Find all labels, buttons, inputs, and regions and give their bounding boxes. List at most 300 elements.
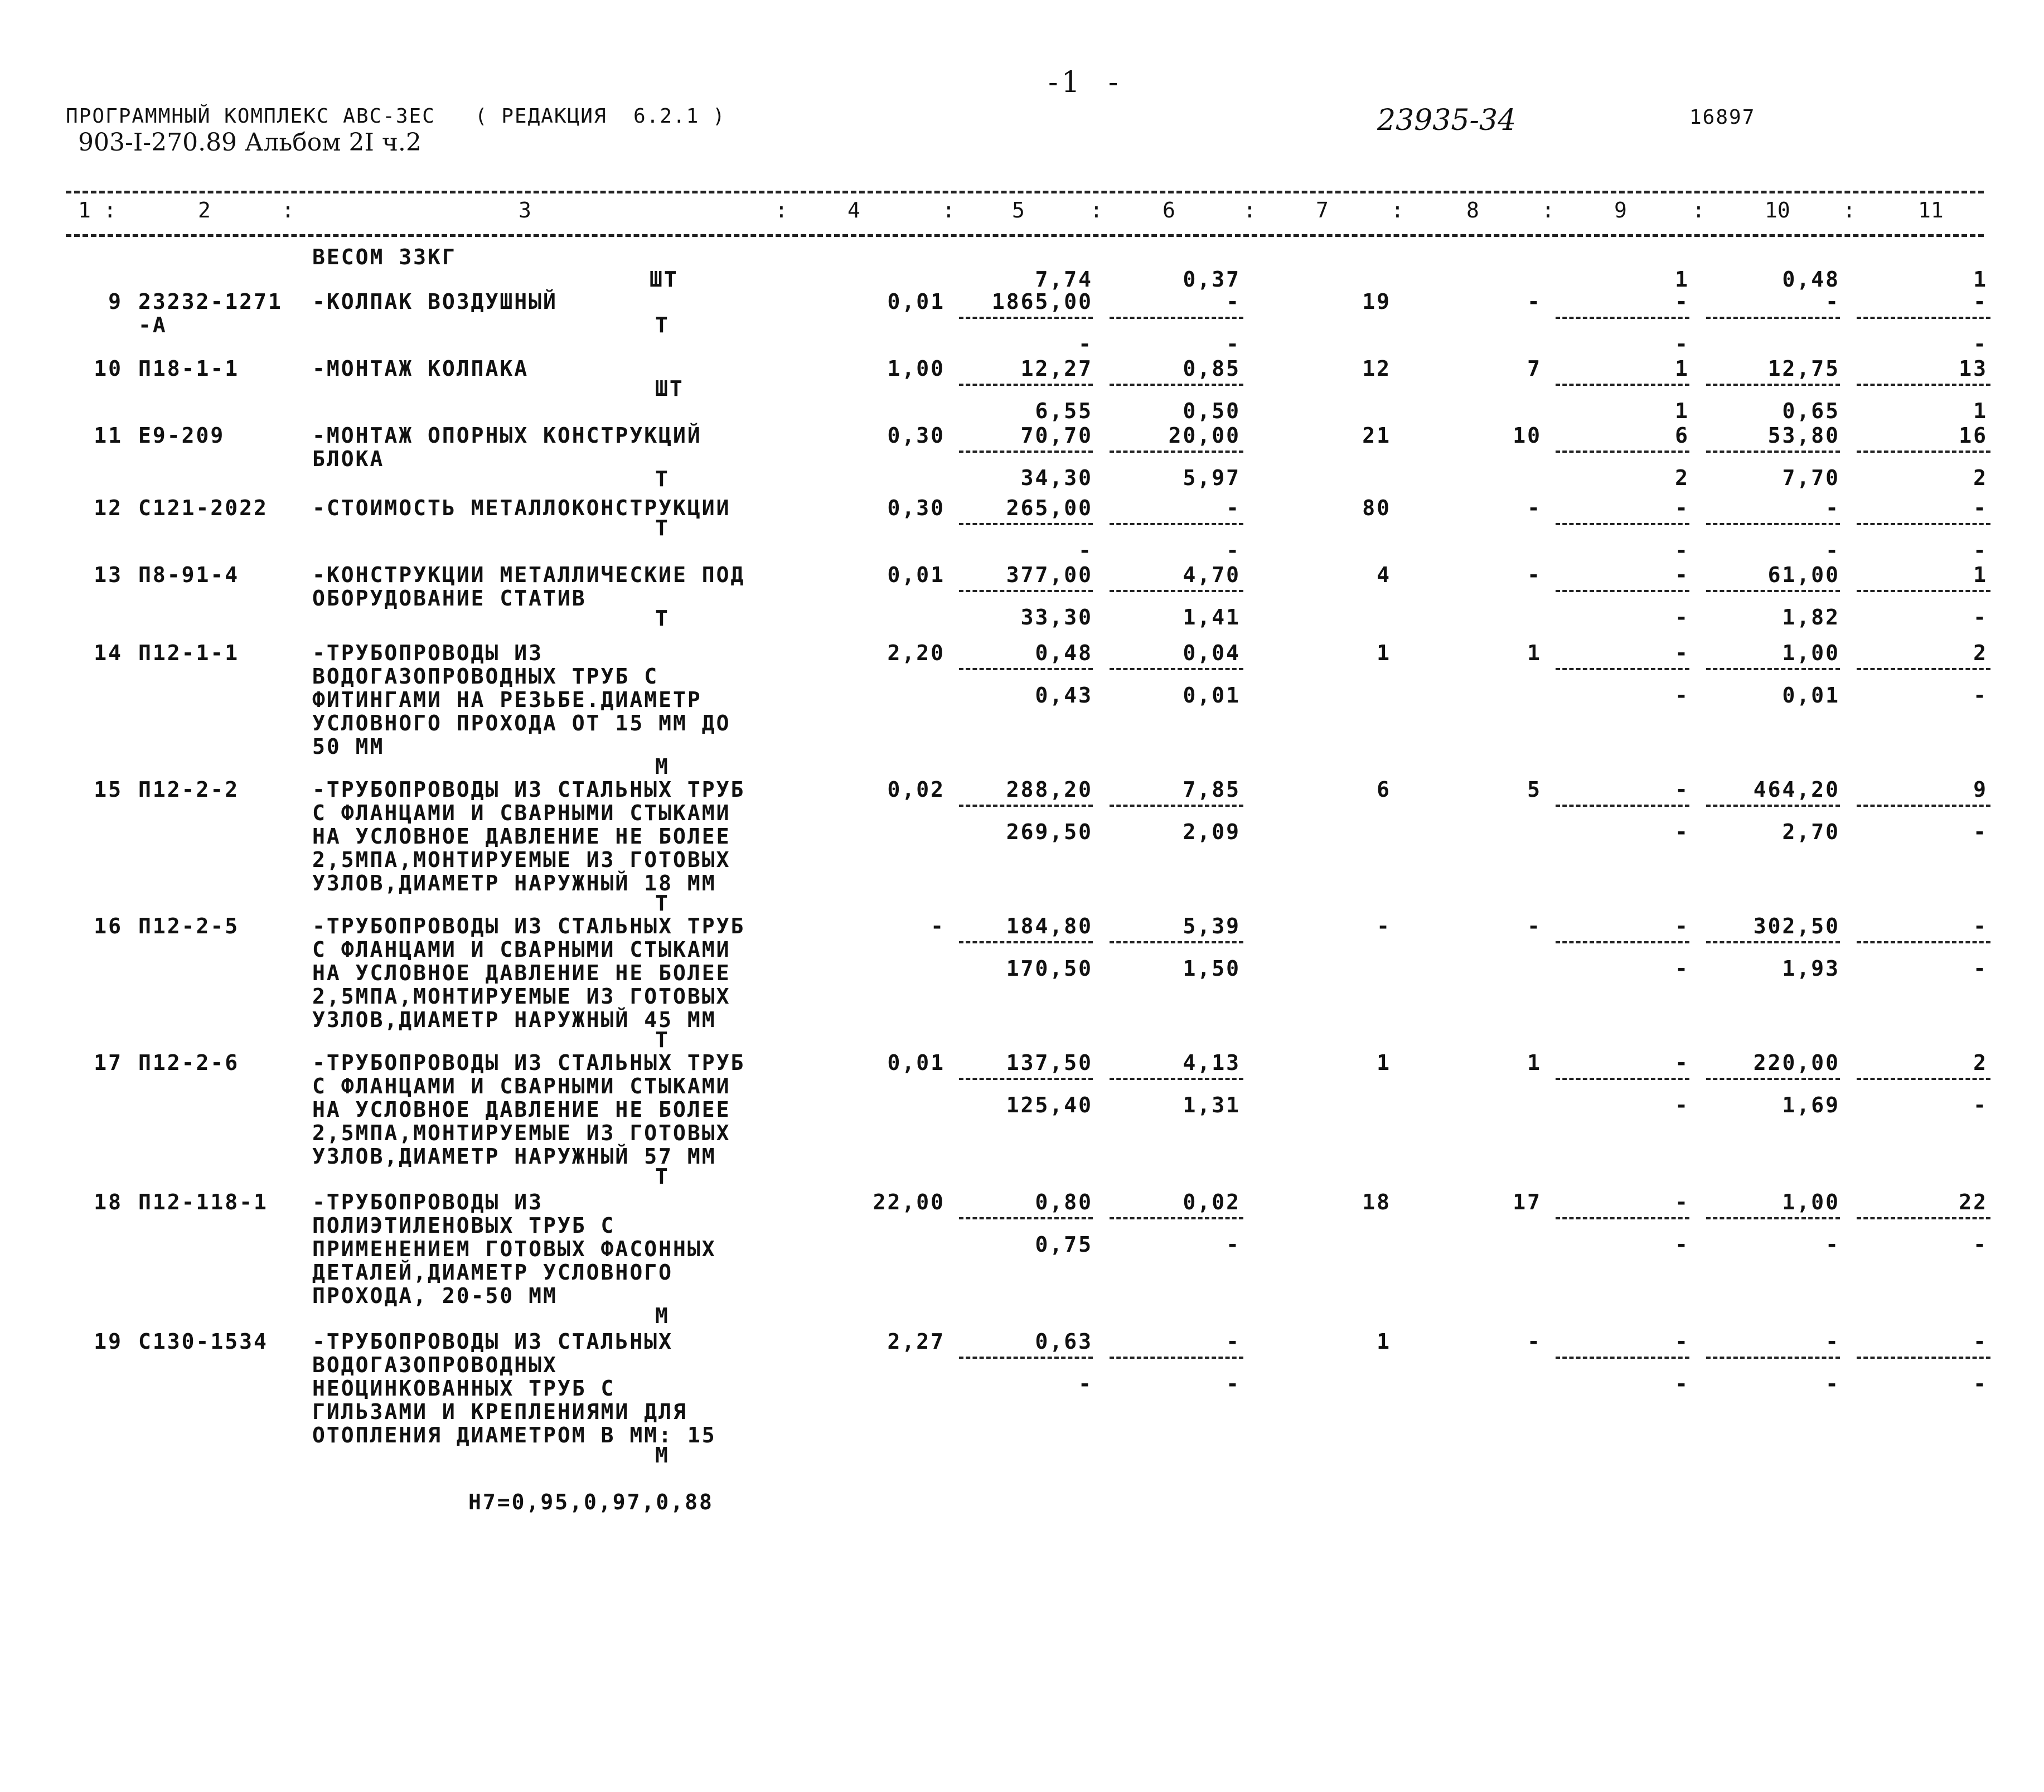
cell-separator <box>1110 668 1243 670</box>
cell-c10: 1,00 <box>1782 641 1840 665</box>
cell-c9b: - <box>1675 1232 1689 1257</box>
cell-c5: 184,80 <box>1006 914 1093 938</box>
footer-formula: Н7=0,95,0,97,0,88 <box>468 1490 714 1514</box>
cell-separator <box>959 1217 1093 1219</box>
row-unit: Т <box>655 516 670 540</box>
row-code: П18-1-1 <box>138 356 240 381</box>
cell-separator <box>959 805 1093 807</box>
row-unit: М <box>655 1443 670 1467</box>
cell-top: 1 <box>1675 267 1689 292</box>
doc-code: 16897 <box>1689 106 1756 129</box>
col-10: 10 <box>1765 198 1790 222</box>
cell-c6b: - <box>1226 1232 1241 1257</box>
row-number: 9 <box>108 289 123 314</box>
cell-separator <box>1110 1078 1243 1080</box>
cell-c6: 4,13 <box>1183 1050 1241 1075</box>
cell-c10: - <box>1825 1329 1840 1354</box>
cell-c10: - <box>1825 289 1840 314</box>
cell-c5b: 33,30 <box>1020 605 1093 629</box>
cell-c4: 0,01 <box>887 563 945 587</box>
row-description: УЗЛОВ,ДИАМЕТР НАРУЖНЫЙ 57 ММ <box>312 1144 716 1169</box>
cell-c11b: 2 <box>1973 466 1988 490</box>
col-8: 8 <box>1466 198 1479 222</box>
cell-c11: 2 <box>1973 1050 1988 1075</box>
cell-top: 7,74 <box>1035 267 1093 292</box>
row-description: С ФЛАНЦАМИ И СВАРНЫМИ СТЫКАМИ <box>312 801 731 825</box>
col-3: 3 <box>519 198 531 222</box>
cell-c8: - <box>1527 496 1542 520</box>
cell-separator <box>1706 384 1840 386</box>
col-sep: : <box>1692 198 1705 222</box>
row-description: ДЕТАЛЕЙ,ДИАМЕТР УСЛОВНОГО <box>312 1260 673 1285</box>
row-code: Е9-209 <box>138 423 225 448</box>
row-description: -ТРУБОПРОВОДЫ ИЗ <box>312 1190 544 1214</box>
cell-c5: 265,00 <box>1006 496 1093 520</box>
col-2: 2 <box>198 198 211 222</box>
row-unit: М <box>655 1304 670 1328</box>
cell-c4: 2,27 <box>887 1329 945 1354</box>
row-description: -КОНСТРУКЦИИ МЕТАЛЛИЧЕСКИЕ ПОД <box>312 563 745 587</box>
row-description: ВЕСОМ 33КГ <box>312 245 457 269</box>
row-number: 13 <box>94 563 123 587</box>
cell-c11b: - <box>1973 1372 1988 1396</box>
cell-c4: 0,30 <box>887 423 945 448</box>
cell-c11b: - <box>1973 1232 1988 1257</box>
cell-c7: 19 <box>1362 289 1391 314</box>
cell-separator <box>1857 317 1990 319</box>
page-number: -1 - <box>1048 66 1122 99</box>
row-unit: М <box>655 754 670 779</box>
cell-c11: - <box>1973 914 1988 938</box>
row-description: -МОНТАЖ КОЛПАКА <box>312 356 529 381</box>
col-9: 9 <box>1614 198 1627 222</box>
cell-c4: 0,30 <box>887 496 945 520</box>
cell-c6b: 0,50 <box>1183 399 1241 423</box>
cell-c6: 7,85 <box>1183 777 1241 802</box>
cell-separator <box>1706 451 1840 453</box>
row-number: 11 <box>94 423 123 448</box>
row-number: 16 <box>94 914 123 938</box>
row-unit: Т <box>655 1164 670 1189</box>
cell-separator <box>959 317 1093 319</box>
row-unit: Т <box>655 1028 670 1052</box>
cell-separator <box>1110 590 1243 592</box>
row-number: 19 <box>94 1329 123 1354</box>
cell-separator <box>1706 1078 1840 1080</box>
cell-separator <box>1556 317 1689 319</box>
row-description: -ТРУБОПРОВОДЫ ИЗ СТАЛЬНЫХ <box>312 1329 673 1354</box>
cell-c8: - <box>1527 563 1542 587</box>
row-unit: Т <box>655 313 670 337</box>
row-description: УЗЛОВ,ДИАМЕТР НАРУЖНЫЙ 18 ММ <box>312 871 716 895</box>
cell-c8: - <box>1527 914 1542 938</box>
row-description: ГИЛЬЗАМИ И КРЕПЛЕНИЯМИ ДЛЯ <box>312 1399 687 1424</box>
cell-c11: - <box>1973 1329 1988 1354</box>
cell-c11: 1 <box>1973 563 1988 587</box>
cell-top: 1 <box>1973 267 1988 292</box>
row-code: С130-1534 <box>138 1329 268 1354</box>
cell-c6b: - <box>1226 332 1241 356</box>
col-sep: : <box>1542 198 1554 222</box>
cell-c5b: - <box>1078 332 1093 356</box>
cell-separator <box>1556 523 1689 525</box>
cell-c5: 0,48 <box>1035 641 1093 665</box>
cell-c6: - <box>1226 496 1241 520</box>
cell-separator <box>1110 317 1243 319</box>
cell-c8: 1 <box>1527 641 1542 665</box>
cell-separator <box>1556 1357 1689 1359</box>
cell-c9b: - <box>1675 683 1689 708</box>
cell-c5b: 0,43 <box>1035 683 1093 708</box>
cell-c10: 12,75 <box>1767 356 1840 381</box>
cell-c4: - <box>931 914 945 938</box>
row-description: -КОЛПАК ВОЗДУШНЫЙ <box>312 289 558 314</box>
cell-c7: 6 <box>1377 777 1391 802</box>
cell-c5b: 170,50 <box>1006 956 1093 981</box>
row-number: 15 <box>94 777 123 802</box>
row-unit: Т <box>655 467 670 491</box>
cell-separator <box>1857 1217 1990 1219</box>
cell-c9: - <box>1675 914 1689 938</box>
cell-c7: 21 <box>1362 423 1391 448</box>
cell-separator <box>959 941 1093 943</box>
cell-separator <box>1857 523 1990 525</box>
col-1: 1 : <box>78 198 117 222</box>
cell-c9: - <box>1675 641 1689 665</box>
row-number: 18 <box>94 1190 123 1214</box>
cell-c9b: - <box>1675 1372 1689 1396</box>
cell-separator <box>1857 805 1990 807</box>
cell-c11b: - <box>1973 605 1988 629</box>
cell-c10: 464,20 <box>1753 777 1840 802</box>
cell-c9: 6 <box>1675 423 1689 448</box>
cell-c10: 302,50 <box>1753 914 1840 938</box>
cell-c4: 0,01 <box>887 1050 945 1075</box>
row-description: НЕОЦИНКОВАННЫХ ТРУБ С <box>312 1376 616 1401</box>
cell-c8: 1 <box>1527 1050 1542 1075</box>
cell-c9: - <box>1675 563 1689 587</box>
cell-separator <box>1110 384 1243 386</box>
cell-separator <box>959 1357 1093 1359</box>
cell-c10b: - <box>1825 1372 1840 1396</box>
cell-c11: 2 <box>1973 641 1988 665</box>
row-unit: Т <box>655 891 670 916</box>
cell-c10b: - <box>1825 1232 1840 1257</box>
row-description: ПРИМЕНЕНИЕМ ГОТОВЫХ ФАСОННЫХ <box>312 1237 716 1261</box>
col-11: 11 <box>1918 198 1944 222</box>
cell-separator <box>959 590 1093 592</box>
cell-c5b: - <box>1078 538 1093 563</box>
cell-separator <box>1706 1357 1840 1359</box>
cell-c9b: - <box>1675 956 1689 981</box>
row-description: НА УСЛОВНОЕ ДАВЛЕНИЕ НЕ БОЛЕЕ <box>312 961 731 985</box>
col-sep: : <box>1090 198 1103 222</box>
cell-separator <box>1706 1217 1840 1219</box>
cell-separator <box>1110 1357 1243 1359</box>
cell-c6b: 1,31 <box>1183 1093 1241 1117</box>
cell-c9b: 1 <box>1675 399 1689 423</box>
cell-c9: - <box>1675 1190 1689 1214</box>
cell-c9: - <box>1675 496 1689 520</box>
cell-c11b: - <box>1973 332 1988 356</box>
cell-separator <box>959 1078 1093 1080</box>
cell-c8: - <box>1527 1329 1542 1354</box>
cell-c5b: 125,40 <box>1006 1093 1093 1117</box>
row-description: НА УСЛОВНОЕ ДАВЛЕНИЕ НЕ БОЛЕЕ <box>312 1097 731 1122</box>
cell-c10b: 1,69 <box>1782 1093 1840 1117</box>
cell-c10b: 0,65 <box>1782 399 1840 423</box>
cell-separator <box>1110 451 1243 453</box>
cell-separator <box>959 451 1093 453</box>
cell-c6: 4,70 <box>1183 563 1241 587</box>
row-unit: ШТ <box>650 267 679 292</box>
row-unit: Т <box>655 606 670 631</box>
row-code: П12-118-1 <box>138 1190 268 1214</box>
cell-separator <box>1556 451 1689 453</box>
cell-c7: 1 <box>1377 641 1391 665</box>
cell-separator <box>959 384 1093 386</box>
cell-c7: 1 <box>1377 1329 1391 1354</box>
cell-c7: - <box>1377 914 1391 938</box>
cell-top: 0,48 <box>1782 267 1840 292</box>
cell-separator <box>1706 590 1840 592</box>
row-description: -ТРУБОПРОВОДЫ ИЗ СТАЛЬНЫХ ТРУБ <box>312 1050 745 1075</box>
cell-c8: 5 <box>1527 777 1542 802</box>
cell-c5: 0,80 <box>1035 1190 1093 1214</box>
cell-c6: 20,00 <box>1168 423 1241 448</box>
row-description: ПРОХОДА, 20-50 ММ <box>312 1284 558 1308</box>
program-line: ПРОГРАММНЫЙ КОМПЛЕКС АВС-ЗЕС ( РЕДАКЦИЯ 6.2.1 ) <box>66 105 726 128</box>
cell-c4: 2,20 <box>887 641 945 665</box>
cell-c9b: 2 <box>1675 466 1689 490</box>
row-code: П12-2-6 <box>138 1050 240 1075</box>
cell-c5b: 34,30 <box>1020 466 1093 490</box>
cell-c6: 5,39 <box>1183 914 1241 938</box>
cell-c6: 0,85 <box>1183 356 1241 381</box>
row-description: С ФЛАНЦАМИ И СВАРНЫМИ СТЫКАМИ <box>312 1074 731 1098</box>
cell-c6b: 5,97 <box>1183 466 1241 490</box>
row-description: ВОДОГАЗОПРОВОДНЫХ <box>312 1353 558 1377</box>
row-description: -ТРУБОПРОВОДЫ ИЗ СТАЛЬНЫХ ТРУБ <box>312 914 745 938</box>
row-description: ОТОПЛЕНИЯ ДИАМЕТРОМ В ММ: 15 <box>312 1423 716 1447</box>
cell-c11b: - <box>1973 1093 1988 1117</box>
cell-c9b: - <box>1675 605 1689 629</box>
cell-c11: 9 <box>1973 777 1988 802</box>
cell-separator <box>959 668 1093 670</box>
cell-c8: - <box>1527 289 1542 314</box>
cell-c5: 12,27 <box>1020 356 1093 381</box>
cell-separator <box>959 523 1093 525</box>
cell-separator <box>1857 668 1990 670</box>
cell-c11: - <box>1973 289 1988 314</box>
row-description: 50 ММ <box>312 734 385 759</box>
cell-c11: 13 <box>1959 356 1988 381</box>
row-description: УСЛОВНОГО ПРОХОДА ОТ 15 ММ ДО <box>312 711 731 735</box>
cell-separator <box>1556 1078 1689 1080</box>
cell-c5b: 0,75 <box>1035 1232 1093 1257</box>
row-description: 2,5МПА,МОНТИРУЕМЫЕ ИЗ ГОТОВЫХ <box>312 1121 731 1145</box>
cell-separator <box>1556 590 1689 592</box>
cell-c9b: - <box>1675 332 1689 356</box>
cell-c9: - <box>1675 289 1689 314</box>
cell-c4: 1,00 <box>887 356 945 381</box>
row-unit: ШТ <box>655 376 684 401</box>
cell-c5: 1865,00 <box>991 289 1093 314</box>
cell-c4: 22,00 <box>873 1190 945 1214</box>
cell-c11: 16 <box>1959 423 1988 448</box>
row-number: 10 <box>94 356 123 381</box>
cell-c10: 1,00 <box>1782 1190 1840 1214</box>
cell-c4: 0,01 <box>887 289 945 314</box>
cell-separator <box>1706 805 1840 807</box>
row-code: П12-1-1 <box>138 641 240 665</box>
cell-c7: 1 <box>1377 1050 1391 1075</box>
cell-c9b: - <box>1675 538 1689 563</box>
cell-c9: - <box>1675 1329 1689 1354</box>
cell-separator <box>1706 523 1840 525</box>
cell-separator <box>1110 941 1243 943</box>
cell-separator <box>1706 941 1840 943</box>
cell-separator <box>1556 941 1689 943</box>
cell-c6b: 1,41 <box>1183 605 1241 629</box>
cell-c9b: - <box>1675 1093 1689 1117</box>
cell-c9b: - <box>1675 820 1689 844</box>
cell-c5b: 6,55 <box>1035 399 1093 423</box>
cell-c9: - <box>1675 777 1689 802</box>
row-description: -ТРУБОПРОВОДЫ ИЗ СТАЛЬНЫХ ТРУБ <box>312 777 745 802</box>
cell-c10: 53,80 <box>1767 423 1840 448</box>
col-sep: : <box>775 198 788 222</box>
cell-separator <box>1556 1217 1689 1219</box>
cell-c9: 1 <box>1675 356 1689 381</box>
cell-separator <box>1857 384 1990 386</box>
col-sep: : <box>942 198 955 222</box>
cell-c6b: 0,01 <box>1183 683 1241 708</box>
cell-c10: - <box>1825 496 1840 520</box>
row-description: ОБОРУДОВАНИЕ СТАТИВ <box>312 586 587 611</box>
cell-c10b: 0,01 <box>1782 683 1840 708</box>
row-description: 2,5МПА,МОНТИРУЕМЫЕ ИЗ ГОТОВЫХ <box>312 847 731 872</box>
row-code: 23232-1271 <box>138 289 283 314</box>
cell-c6b: 2,09 <box>1183 820 1241 844</box>
row-description: -ТРУБОПРОВОДЫ ИЗ <box>312 641 544 665</box>
row-code: -А <box>138 313 167 337</box>
row-code: П12-2-2 <box>138 777 240 802</box>
col-sep: : <box>1243 198 1256 222</box>
cell-c6: - <box>1226 289 1241 314</box>
row-description: ФИТИНГАМИ НА РЕЗЬБЕ.ДИАМЕТР <box>312 687 702 712</box>
row-number: 12 <box>94 496 123 520</box>
cell-c10: 61,00 <box>1767 563 1840 587</box>
cell-c6: 0,04 <box>1183 641 1241 665</box>
row-description: УЗЛОВ,ДИАМЕТР НАРУЖНЫЙ 45 ММ <box>312 1008 716 1032</box>
row-description: 2,5МПА,МОНТИРУЕМЫЕ ИЗ ГОТОВЫХ <box>312 984 731 1009</box>
cell-separator <box>1706 317 1840 319</box>
cell-c9: - <box>1675 1050 1689 1075</box>
cell-c5b: - <box>1078 1372 1093 1396</box>
cell-separator <box>1706 668 1840 670</box>
col-5: 5 <box>1012 198 1025 222</box>
cell-c5: 70,70 <box>1020 423 1093 448</box>
cell-c5: 377,00 <box>1006 563 1093 587</box>
cell-c6: 0,02 <box>1183 1190 1241 1214</box>
cell-top: 0,37 <box>1183 267 1241 292</box>
row-description: -СТОИМОСТЬ МЕТАЛЛОКОНСТРУКЦИИ <box>312 496 731 520</box>
row-number: 17 <box>94 1050 123 1075</box>
cell-c7: 80 <box>1362 496 1391 520</box>
col-4: 4 <box>847 198 860 222</box>
cell-separator <box>1857 1078 1990 1080</box>
cell-c5: 288,20 <box>1006 777 1093 802</box>
cell-c5: 0,63 <box>1035 1329 1093 1354</box>
cell-c11b: 1 <box>1973 399 1988 423</box>
row-description: БЛОКА <box>312 447 385 471</box>
cell-c8: 17 <box>1513 1190 1542 1214</box>
cell-separator <box>1857 1357 1990 1359</box>
cell-c11b: - <box>1973 820 1988 844</box>
album-line: 903-I-270.89 Альбом 2I ч.2 <box>78 128 422 157</box>
cell-separator <box>1857 451 1990 453</box>
row-code: П12-2-5 <box>138 914 240 938</box>
cell-c11b: - <box>1973 683 1988 708</box>
cell-c10b: 1,93 <box>1782 956 1840 981</box>
col-6: 6 <box>1163 198 1175 222</box>
cell-c4: 0,02 <box>887 777 945 802</box>
cell-c11: 22 <box>1959 1190 1988 1214</box>
cell-c11b: - <box>1973 956 1988 981</box>
cell-separator <box>1857 941 1990 943</box>
cell-separator <box>1556 384 1689 386</box>
cell-c7: 18 <box>1362 1190 1391 1214</box>
cell-separator <box>1110 805 1243 807</box>
row-number: 14 <box>94 641 123 665</box>
cell-c11: - <box>1973 496 1988 520</box>
row-description: НА УСЛОВНОЕ ДАВЛЕНИЕ НЕ БОЛЕЕ <box>312 824 731 849</box>
cell-c10: 220,00 <box>1753 1050 1840 1075</box>
cell-c6b: - <box>1226 1372 1241 1396</box>
row-description: ВОДОГАЗОПРОВОДНЫХ ТРУБ С <box>312 664 659 689</box>
cell-c10b: 1,82 <box>1782 605 1840 629</box>
row-description: С ФЛАНЦАМИ И СВАРНЫМИ СТЫКАМИ <box>312 937 731 962</box>
cell-c8: 7 <box>1527 356 1542 381</box>
cell-c6b: - <box>1226 538 1241 563</box>
cell-c11b: - <box>1973 538 1988 563</box>
row-description: -МОНТАЖ ОПОРНЫХ КОНСТРУКЦИЙ <box>312 423 702 448</box>
row-code: С121-2022 <box>138 496 268 520</box>
cell-separator <box>1110 523 1243 525</box>
cell-c10b: 2,70 <box>1782 820 1840 844</box>
col-sep: : <box>1843 198 1856 222</box>
cell-c7: 12 <box>1362 356 1391 381</box>
cell-c5: 137,50 <box>1006 1050 1093 1075</box>
cell-separator <box>1857 590 1990 592</box>
cell-c6b: 1,50 <box>1183 956 1241 981</box>
col-sep: : <box>282 198 294 222</box>
cell-c5b: 269,50 <box>1006 820 1093 844</box>
col-7: 7 <box>1316 198 1329 222</box>
cell-c7: 4 <box>1377 563 1391 587</box>
cell-c6: - <box>1226 1329 1241 1354</box>
cell-separator <box>1556 668 1689 670</box>
row-code: П8-91-4 <box>138 563 240 587</box>
row-description: ПОЛИЭТИЛЕНОВЫХ ТРУБ С <box>312 1213 616 1238</box>
cell-c10b: - <box>1825 538 1840 563</box>
cell-separator <box>1110 1217 1243 1219</box>
col-sep: : <box>1391 198 1404 222</box>
cell-c10b: 7,70 <box>1782 466 1840 490</box>
cell-c8: 10 <box>1513 423 1542 448</box>
cell-separator <box>1556 805 1689 807</box>
